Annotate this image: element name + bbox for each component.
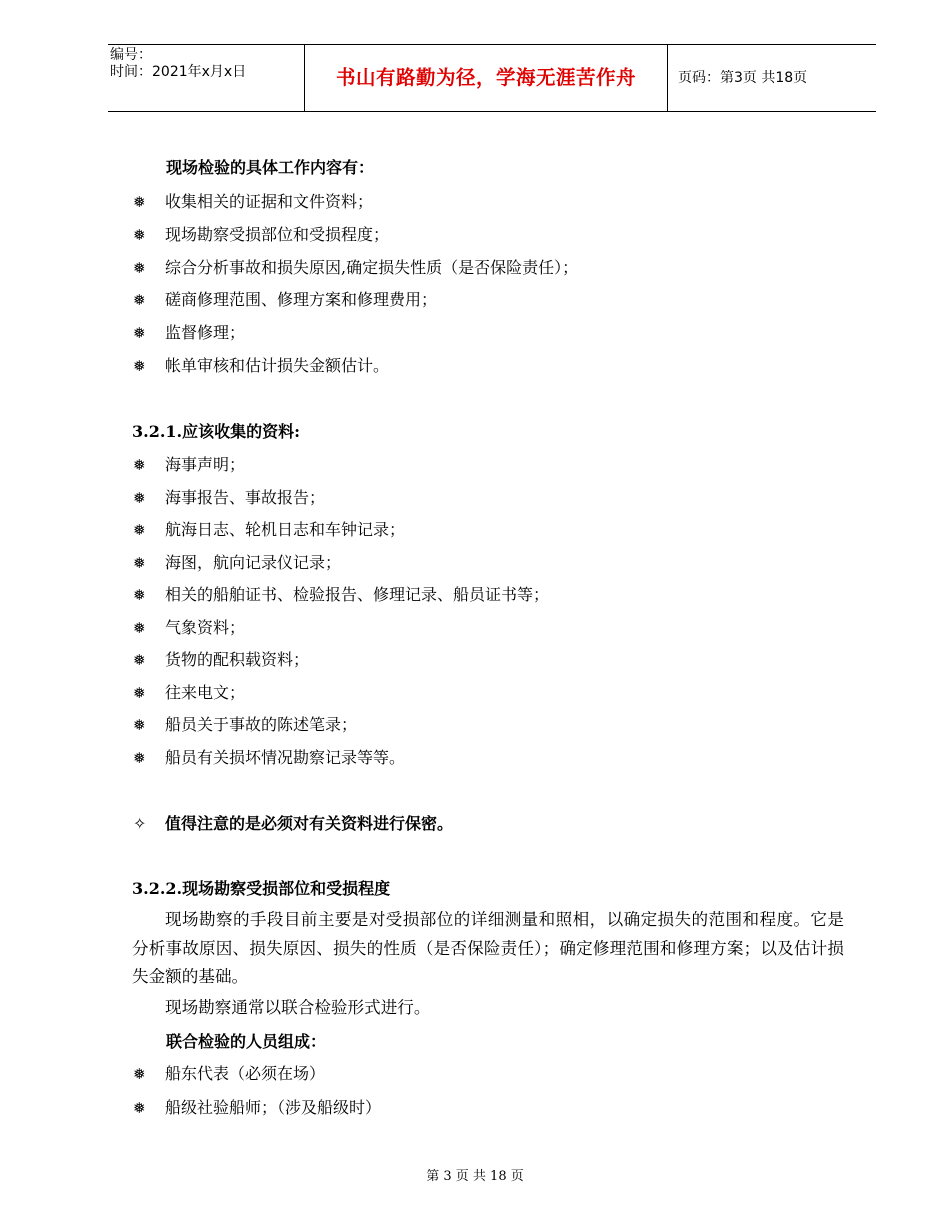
snowflake-bullet-icon: ❅ (133, 619, 146, 637)
section-heading-3-2-2: 3.2.2.现场勘察受损部位和受损程度 (132, 879, 391, 898)
list-item-text: 船员关于事故的陈述笔录； (165, 715, 358, 734)
snowflake-bullet-icon: ❅ (133, 193, 146, 211)
list-item-text: 航海日志、轮机日志和车钟记录； (165, 520, 406, 539)
snowflake-bullet-icon: ❅ (133, 586, 146, 604)
list-item-text: 往来电文； (165, 683, 246, 702)
list-item-text: 磋商修理范围、修理方案和修理费用； (165, 290, 438, 309)
list-item-text: 现场勘察受损部位和受损程度； (165, 225, 390, 244)
section-title-onsite-work: 现场检验的具体工作内容有： (166, 158, 375, 177)
snowflake-bullet-icon: ❅ (133, 521, 146, 539)
snowflake-bullet-icon: ❅ (133, 226, 146, 244)
sparkle-bullet-icon: ✧ (133, 814, 147, 833)
list-item-text: 货物的配积载资料； (165, 650, 310, 669)
list-item-text: 相关的船舶证书、检验报告、修理记录、船员证书等； (165, 585, 550, 604)
paragraph-joint-inspection: 现场勘察通常以联合检验形式进行。 (165, 998, 431, 1017)
header-motto: 书山有路勤为径，学海无涯苦作舟 (304, 45, 668, 111)
snowflake-bullet-icon: ❅ (133, 456, 146, 474)
list-item-text: 综合分析事故和损失原因,确定损失性质（是否保险责任）； (165, 258, 579, 277)
list-item-text: 监督修理； (165, 323, 246, 342)
list-item-text: 海图，航向记录仪记录； (165, 553, 342, 572)
header-left-cell (108, 45, 304, 111)
snowflake-bullet-icon: ❅ (133, 324, 146, 342)
note-text: 值得注意的是必须对有关资料进行保密。 (165, 814, 454, 833)
list-item-text: 船员有关损坏情况勘察记录等等。 (165, 748, 406, 767)
list-item-text: 海事声明； (165, 455, 246, 474)
document-time-label: 时间：2021年x月x日 (110, 64, 247, 80)
snowflake-bullet-icon: ❅ (133, 651, 146, 669)
section-heading-3-2-1: 3.2.1.应该收集的资料: (132, 422, 301, 441)
list-item-text: 海事报告、事故报告； (165, 488, 326, 507)
list-item-text: 船东代表（必须在场） (165, 1064, 326, 1083)
snowflake-bullet-icon: ❅ (133, 749, 146, 767)
page-header (108, 44, 876, 112)
page-footer: 第 3 页 共 18 页 (426, 1169, 524, 1184)
document-code-label: 编号： (110, 47, 152, 63)
snowflake-bullet-icon: ❅ (133, 1099, 146, 1117)
list-item-text: 帐单审核和估计损失金额估计。 (165, 356, 390, 375)
list-item-text: 气象资料； (165, 618, 246, 637)
header-page-info: 页码：第3页 共18页 (678, 70, 808, 86)
snowflake-bullet-icon: ❅ (133, 357, 146, 375)
paragraph-survey-methods: 现场勘察的手段目前主要是对受损部位的详细测量和照相，以确定损失的范围和程度。它是分析事故原因、损失原因、损失的性质（是否保险责任）；确定修理范围和修理方案；以及估计损失金额的基础。 (132, 910, 844, 986)
subheading-joint-inspection-members: 联合检验的人员组成： (166, 1032, 327, 1051)
snowflake-bullet-icon: ❅ (133, 554, 146, 572)
snowflake-bullet-icon: ❅ (133, 259, 146, 277)
snowflake-bullet-icon: ❅ (133, 291, 146, 309)
list-item-text: 收集相关的证据和文件资料； (165, 192, 374, 211)
snowflake-bullet-icon: ❅ (133, 716, 146, 734)
list-item-text: 船级社验船师；（涉及船级时） (165, 1098, 382, 1117)
snowflake-bullet-icon: ❅ (133, 1065, 146, 1083)
snowflake-bullet-icon: ❅ (133, 684, 146, 702)
snowflake-bullet-icon: ❅ (133, 489, 146, 507)
